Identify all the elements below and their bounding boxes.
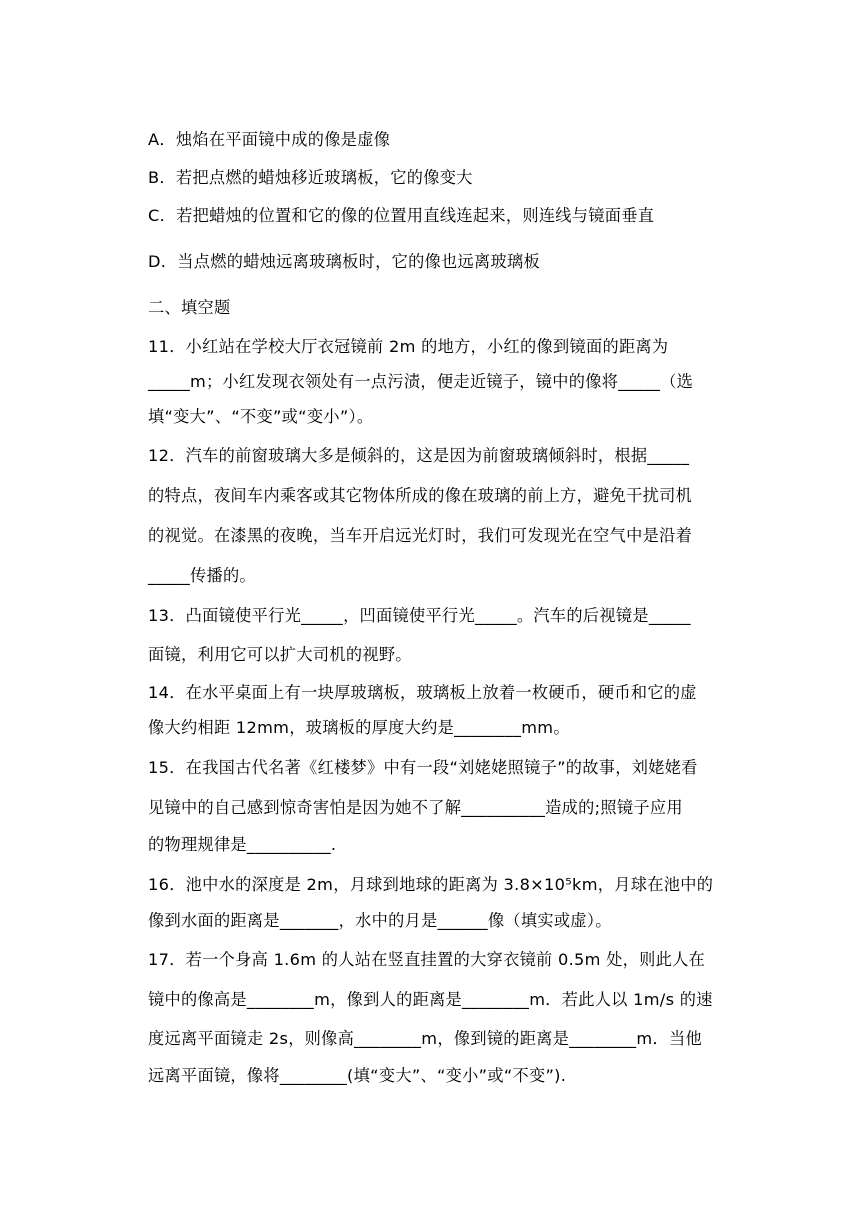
option-b: B．若把点燃的蜡烛移近玻璃板，它的像变大 (148, 168, 473, 187)
question-14-line: 14．在水平桌面上有一块厚玻璃板，玻璃板上放着一枚硬币，硬币和它的虚 (148, 683, 697, 702)
question-17-line: 镜中的像高是________m，像到人的距离是________m．若此人以 1m/s 的速 (148, 990, 713, 1009)
question-16-line: 16．池中水的深度是 2m，月球到地球的距离为 3.8×10⁵km，月球在池中的 (148, 875, 714, 894)
question-17-line: 度远离平面镜走 2s，则像高________m，像到镜的距离是________m．当他 (148, 1029, 702, 1048)
question-16-line: 像到水面的距离是_______，水中的月是______像（填实或虚）。 (148, 911, 612, 930)
question-11-line: 11．小红站在学校大厅衣冠镜前 2m 的地方，小红的像到镜面的距离为 (148, 337, 669, 356)
question-12-line: _____传播的。 (148, 566, 256, 585)
question-13-line: 13．凸面镜使平行光_____，凹面镜使平行光_____。汽车的后视镜是_____ (148, 606, 691, 625)
question-12-line: 的特点，夜间车内乘客或其它物体所成的像在玻璃的前上方，避免干扰司机 (148, 486, 693, 505)
question-17-line: 17．若一个身高 1.6m 的人站在竖直挂置的大穿衣镜前 0.5m 处，则此人在 (148, 950, 706, 969)
question-17-line: 远离平面镜，像将________(填“变大”、“变小”或“不变”). (148, 1066, 567, 1085)
question-15-line: 见镜中的自己感到惊奇害怕是因为她不了解__________造成的;照镜子应用 (148, 798, 683, 817)
option-a: A．烛焰在平面镜中成的像是虚像 (148, 130, 391, 149)
question-11-line: _____m；小红发现衣领处有一点污渍，便走近镜子，镜中的像将_____（选 (148, 372, 694, 391)
question-15-line: 的物理规律是__________. (148, 835, 337, 854)
question-15-line: 15．在我国古代名著《红楼梦》中有一段“刘姥姥照镜子”的故事，刘姥姥看 (148, 758, 698, 777)
question-12-line: 的视觉。在漆黑的夜晚，当车开启远光灯时，我们可发现光在空气中是沿着 (148, 526, 693, 545)
question-11-line: 填“变大”、“不变”或“变小”）。 (148, 407, 374, 426)
question-14-line: 像大约相距 12mm，玻璃板的厚度大约是________mm。 (148, 718, 570, 737)
option-d: D．当点燃的蜡烛远离玻璃板时，它的像也远离玻璃板 (148, 252, 540, 271)
section-heading: 二、填空题 (148, 298, 231, 317)
question-12-line: 12．汽车的前窗玻璃大多是倾斜的，这是因为前窗玻璃倾斜时，根据_____ (148, 446, 690, 465)
question-13-line: 面镜，利用它可以扩大司机的视野。 (148, 645, 412, 664)
option-c: C．若把蜡烛的位置和它的像的位置用直线连起来，则连线与镜面垂直 (148, 206, 655, 225)
